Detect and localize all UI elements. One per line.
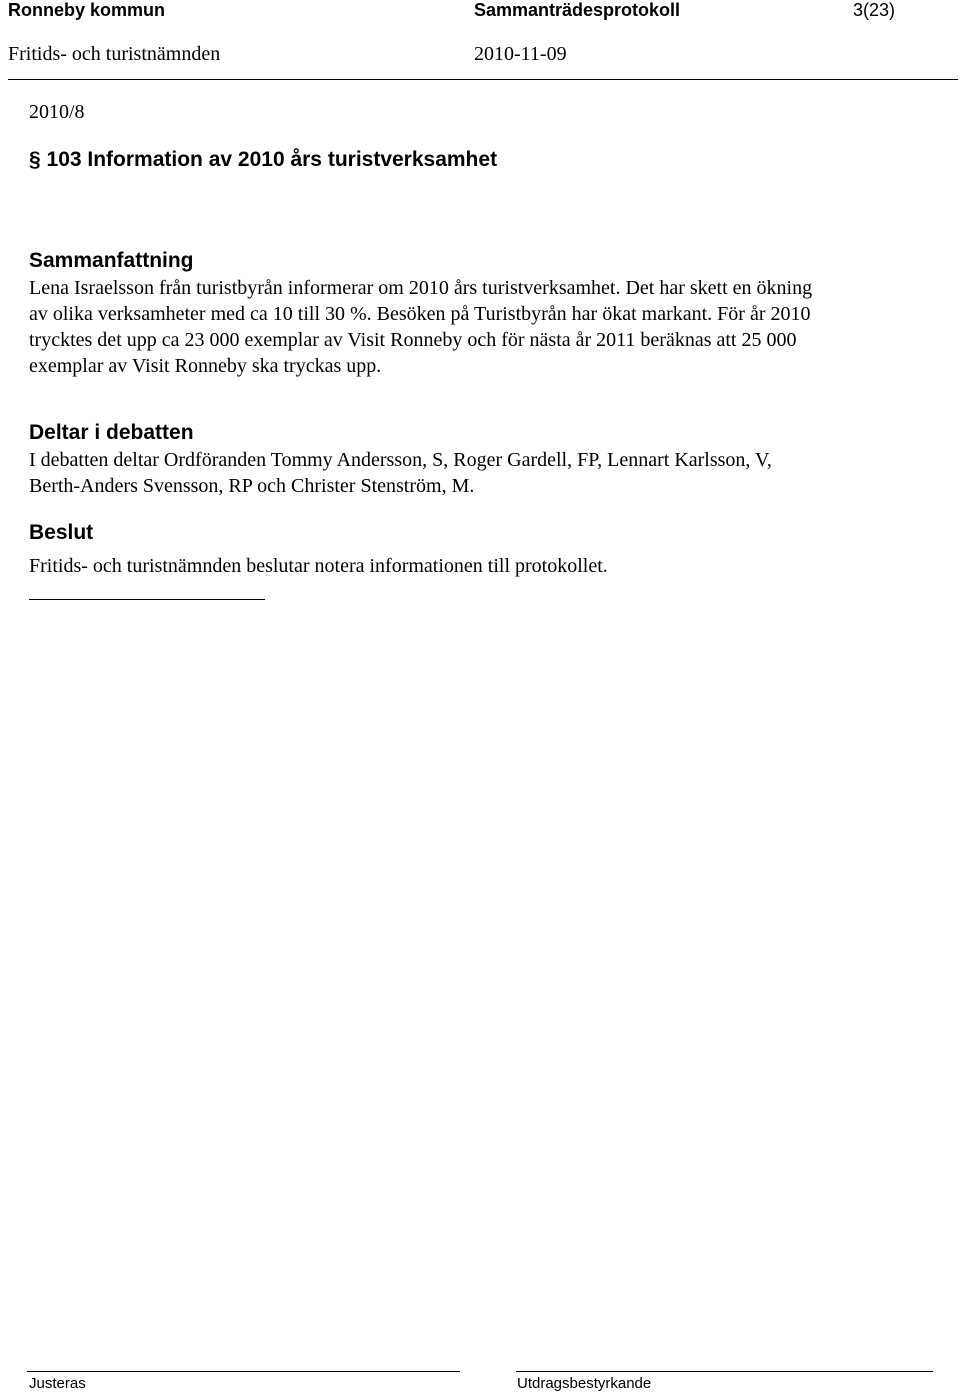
paragraph-title: § 103 Information av 2010 års turistverksamhet bbox=[29, 148, 498, 171]
summary-line: Lena Israelsson från turistbyrån informerar om 2010 års turistverksamhet. Det har skett en ökning bbox=[29, 277, 813, 299]
decision-text bbox=[29, 553, 929, 579]
summary-heading: Sammanfattning bbox=[29, 249, 194, 272]
organization-name: Ronneby kommun bbox=[8, 0, 166, 20]
summary-line: av olika verksamheter med ca 10 till 30 %. Besöken på Turistbyrån har ökat markant. För år 2010 bbox=[29, 303, 811, 325]
debate-line: Berth-Anders Svensson, RP och Christer Stenström, M. bbox=[29, 475, 475, 497]
case-number: 2010/8 bbox=[29, 101, 85, 123]
document-type: Sammanträdesprotokoll bbox=[474, 0, 681, 20]
committee-name: Fritids- och turistnämnden bbox=[8, 43, 221, 65]
debate-heading: Deltar i debatten bbox=[29, 421, 194, 444]
justeras-signature-line bbox=[27, 1371, 460, 1372]
meeting-date: 2010-11-09 bbox=[474, 43, 567, 65]
closing-rule bbox=[29, 599, 265, 600]
debate-text bbox=[29, 447, 929, 499]
utdragsbestyrkande-label: Utdragsbestyrkande bbox=[517, 1375, 652, 1392]
decision-heading: Beslut bbox=[29, 521, 94, 544]
summary-line: trycktes det upp ca 23 000 exemplar av Visit Ronneby och för nästa år 2011 beräknas att 25 000 bbox=[29, 329, 797, 351]
summary-line: exemplar av Visit Ronneby ska tryckas upp. bbox=[29, 355, 382, 377]
debate-line: I debatten deltar Ordföranden Tommy Andersson, S, Roger Gardell, FP, Lennart Karlsson, V, bbox=[29, 449, 772, 471]
summary-text bbox=[29, 275, 929, 379]
header-rule bbox=[8, 79, 958, 80]
decision-line: Fritids- och turistnämnden beslutar notera informationen till protokollet. bbox=[29, 555, 608, 577]
justeras-label: Justeras bbox=[29, 1375, 86, 1392]
utdrag-signature-line bbox=[516, 1371, 933, 1372]
page-number: 3(23) bbox=[853, 0, 896, 20]
